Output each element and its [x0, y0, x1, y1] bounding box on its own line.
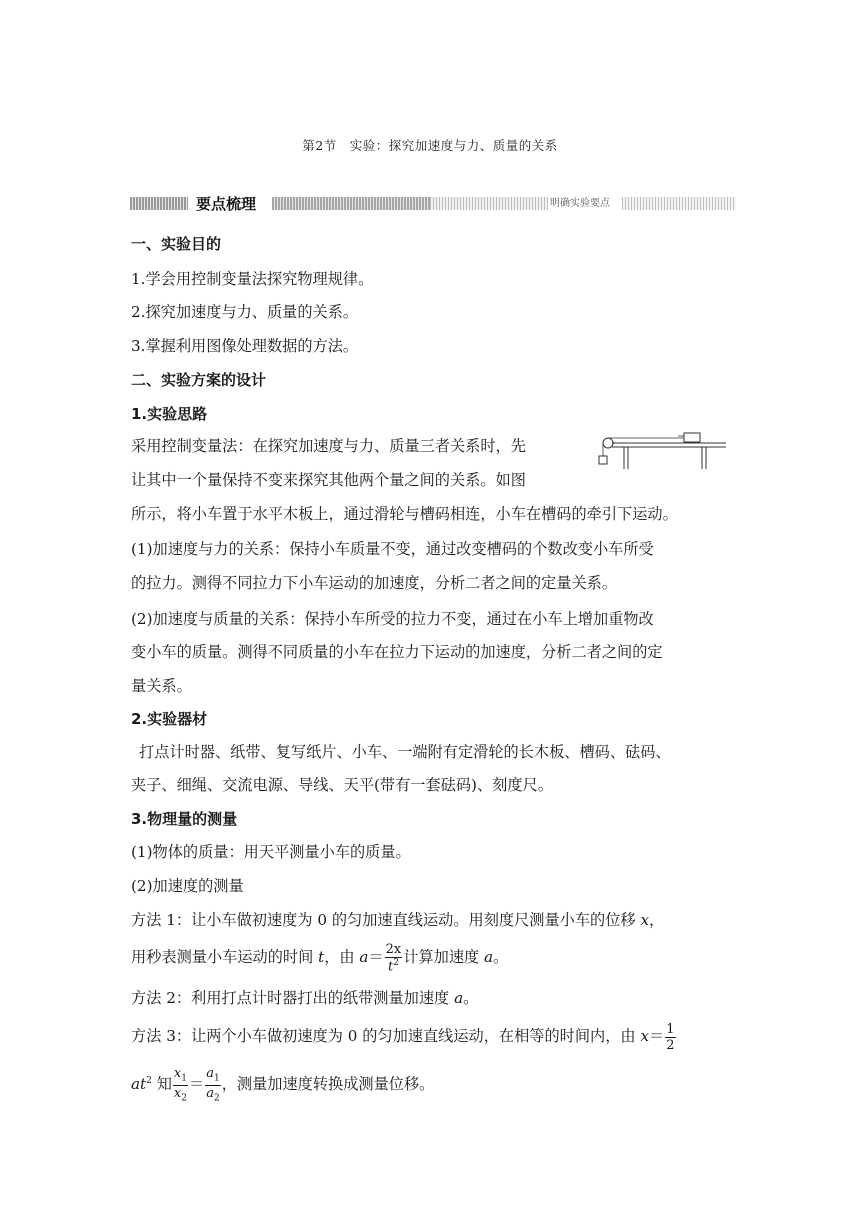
formula-one-half: $\frac{1}{2}$ — [666, 1021, 675, 1053]
section-banner — [130, 193, 736, 215]
formula-a1-over-a2: $\frac{a_1}{a_2}$ — [206, 1065, 220, 1104]
method2-line: 方法 2：利用打点计时器打出的纸带测量加速度 a。 — [131, 989, 479, 1007]
objective-item: 1.学会用控制变量法探究物理规律。 — [131, 270, 374, 288]
mass-measure-line: (1)物体的质量：用天平测量小车的质量。 — [131, 843, 411, 861]
banner-left-label: 要点梳理 — [196, 195, 257, 213]
idea-line: 采用控制变量法：在探究加速度与力、质量三者关系时，先 — [131, 437, 526, 455]
section-heading-design: 二、实验方案的设计 — [131, 371, 267, 389]
banner-right-stripe — [622, 197, 736, 210]
method1-line2: 用秒表测量小车运动的时间 t，由 a＝ $\frac{2x}{t^2}$ 计算加速度 a。 — [131, 941, 509, 975]
equipment-line: 夹子、细绳、交流电源、导线、天平(带有一套砝码)、刻度尺。 — [131, 776, 553, 794]
banner-middle-stripe-light — [430, 197, 548, 210]
section-heading-objectives: 一、实验目的 — [131, 235, 222, 253]
method3-line1: 方法 3：让两个小车做初速度为 0 的匀加速直线运动，在相等的时间内，由 x＝ $\frac{1}{2}$ — [131, 1021, 675, 1053]
chapter-title: 第2节 实验：探究加速度与力、质量的关系 — [302, 138, 558, 153]
accel-measure-line: (2)加速度的测量 — [131, 877, 244, 895]
objective-item: 2.探究加速度与力、质量的关系。 — [131, 303, 359, 321]
idea-line: 让其中一个量保持不变来探究其他两个量之间的关系。如图 — [131, 471, 526, 489]
subheading-idea: 1.实验思路 — [131, 405, 208, 423]
idea-line: 所示，将小车置于水平木板上，通过滑轮与槽码相连，小车在槽码的牵引下运动。 — [131, 505, 678, 523]
subheading-measurement: 3.物理量的测量 — [131, 810, 238, 828]
subheading-equipment: 2.实验器材 — [131, 710, 208, 728]
relation-mass-line: (2)加速度与质量的关系：保持小车所受的拉力不变，通过在小车上增加重物改 — [131, 610, 654, 628]
formula-x1-over-x2: $\frac{x_1}{x_2}$ — [173, 1065, 187, 1104]
formula-2x-over-t2: $\frac{2x}{t^2}$ — [385, 941, 402, 975]
cart-pulley-diagram — [594, 426, 730, 470]
relation-mass-line: 量关系。 — [131, 677, 192, 695]
equipment-line: 打点计时器、纸带、复写纸片、小车、一端附有定滑轮的长木板、槽码、砝码、 — [139, 743, 671, 761]
relation-mass-line: 变小车的质量。测得不同质量的小车在拉力下运动的加速度，分析二者之间的定 — [131, 643, 663, 661]
banner-left-stripe — [130, 197, 188, 210]
relation-force-line: 的拉力。测得不同拉力下小车运动的加速度，分析二者之间的定量关系。 — [131, 574, 617, 592]
method1-line1: 方法 1：让小车做初速度为 0 的匀加速直线运动。用刻度尺测量小车的位移 x， — [131, 911, 665, 929]
relation-force-line: (1)加速度与力的关系：保持小车质量不变，通过改变槽码的个数改变小车所受 — [131, 540, 654, 558]
banner-right-label: 明确实验要点 — [550, 198, 610, 209]
method3-line2: $at^2$ 知 $\frac{x_1}{x_2}$ ＝ $\frac{a_1}{a_2}$ ，测量加速度转换成测量位移。 — [131, 1065, 435, 1104]
objective-item: 3.掌握利用图像处理数据的方法。 — [131, 337, 359, 355]
